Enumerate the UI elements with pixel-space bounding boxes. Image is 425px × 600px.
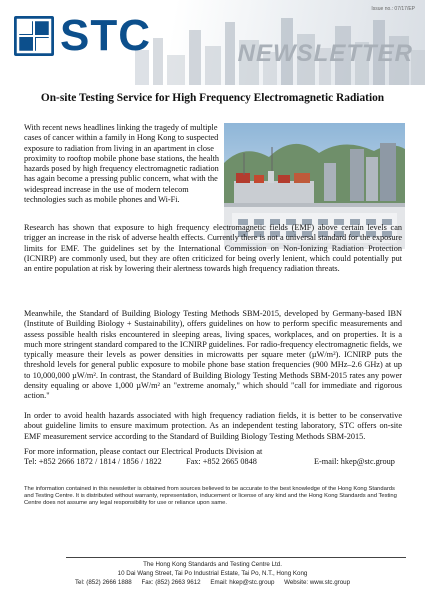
contact-block	[24, 447, 402, 468]
footer-email[interactable]: Email: hkep@stc.group	[210, 579, 275, 586]
footer-divider	[66, 557, 406, 558]
paragraph-service: In order to avoid health hazards associated with high frequency radiation fields, it is better to be conservative about guideline limits to ensure maximum protection. As an independent testing laboratory, STC offers on-site EMF measurement service according to the Standard of Building Biology Testing Methods SBM-2015.	[24, 411, 402, 441]
newsletter-header	[0, 0, 425, 85]
footer-contact	[0, 579, 425, 587]
paragraph-intro: With recent news headlines linking the tragedy of multiple cases of cancer within a family in Hong Kong to suspected exposure to radiation from living in an apartment in close proximity to rooftop mobile phone base stations, the health hazards posed by high frequency electromagnetic radiation has again become a pressing public concern, what with the widespread increase in the use of modern telecom technologies such as mobile phones and Wi-Fi.	[24, 123, 219, 205]
footer-tel: Tel: (852) 2666 1888	[74, 579, 132, 586]
contact-intro: For more information, please contact our Electrical Products Division at	[24, 447, 263, 456]
brand-logo-text: STC	[60, 11, 151, 60]
paragraph-standard: Meanwhile, the Standard of Building Biology Testing Methods SBM-2015, developed by Germany-based IBN (Institute of Building Biology + Sustainability), offers guidelines on how to perform specific measurements and assess possible health risks encountered in sleeping areas, living spaces, workplaces, and on properties. It is a much more stringent standard compared to the ICNIRP guidelines. For radio-frequency electromagnetic fields, we typically measure their levels as power densities in microwatts per square meter (µW/m²). ICNIRP puts the threshold levels for general public exposure to mobile phone base station frequencies (900 MHz–2.6 GHz) at up to 10,000,000 µW/m². In contrast, the Standard of Building Biology Testing Methods SBM-2015 rates any power density equaling or above 1,000 µW/m² an "extreme anomaly," which should "call for immediate and rigorous action."	[24, 309, 402, 401]
stc-logo-icon	[14, 16, 54, 56]
contact-email[interactable]: E-mail: hkep@stc.group	[314, 457, 395, 467]
footer-address: 10 Dai Wang Street, Tai Po Industrial Estate, Tai Po, N.T., Hong Kong	[117, 570, 308, 577]
newsletter-label: NEWSLETTER	[237, 40, 413, 67]
disclaimer-text: The information contained in this newsletter is obtained from sources believed to be accurate to the best knowledge of the Hong Kong Standards and Testing Centre. It is distributed without warranty, representation, inducement or license of any kind and the Hong Kong Standards and Testing Centre does not assume any legal responsibility for use or reliance upon same.	[24, 486, 397, 507]
contact-fax: Fax: +852 2665 0848	[186, 457, 257, 467]
paragraph-research: Research has shown that exposure to high frequency electromagnetic fields (EMF) above certain levels can trigger an increase in the risk of adverse health effects. Currently there is not a universal standard for the exposure limits for EMF. The guidelines set by the International Commission on Non-Ionizing Radiation Protection (ICNIRP) are commonly used, but they are often criticized for being overly lenient, which could potentially put an entire population at risk by lowering their alertness towards high frequency radiation threats.	[24, 223, 402, 274]
contact-tel: Tel: +852 2666 1872 / 1814 / 1856 / 1822	[24, 457, 162, 467]
footer-fax: Fax: (852) 2663 9612	[141, 579, 201, 586]
issue-number: Issue no.: 07/17/EP	[371, 6, 415, 12]
footer-website[interactable]: Website: www.stc.group	[284, 579, 351, 586]
contact-row	[24, 457, 402, 467]
footer-org: The Hong Kong Standards and Testing Centre Ltd.	[143, 561, 282, 568]
article-title: On-site Testing Service for High Frequency Electromagnetic Radiation	[40, 92, 385, 104]
